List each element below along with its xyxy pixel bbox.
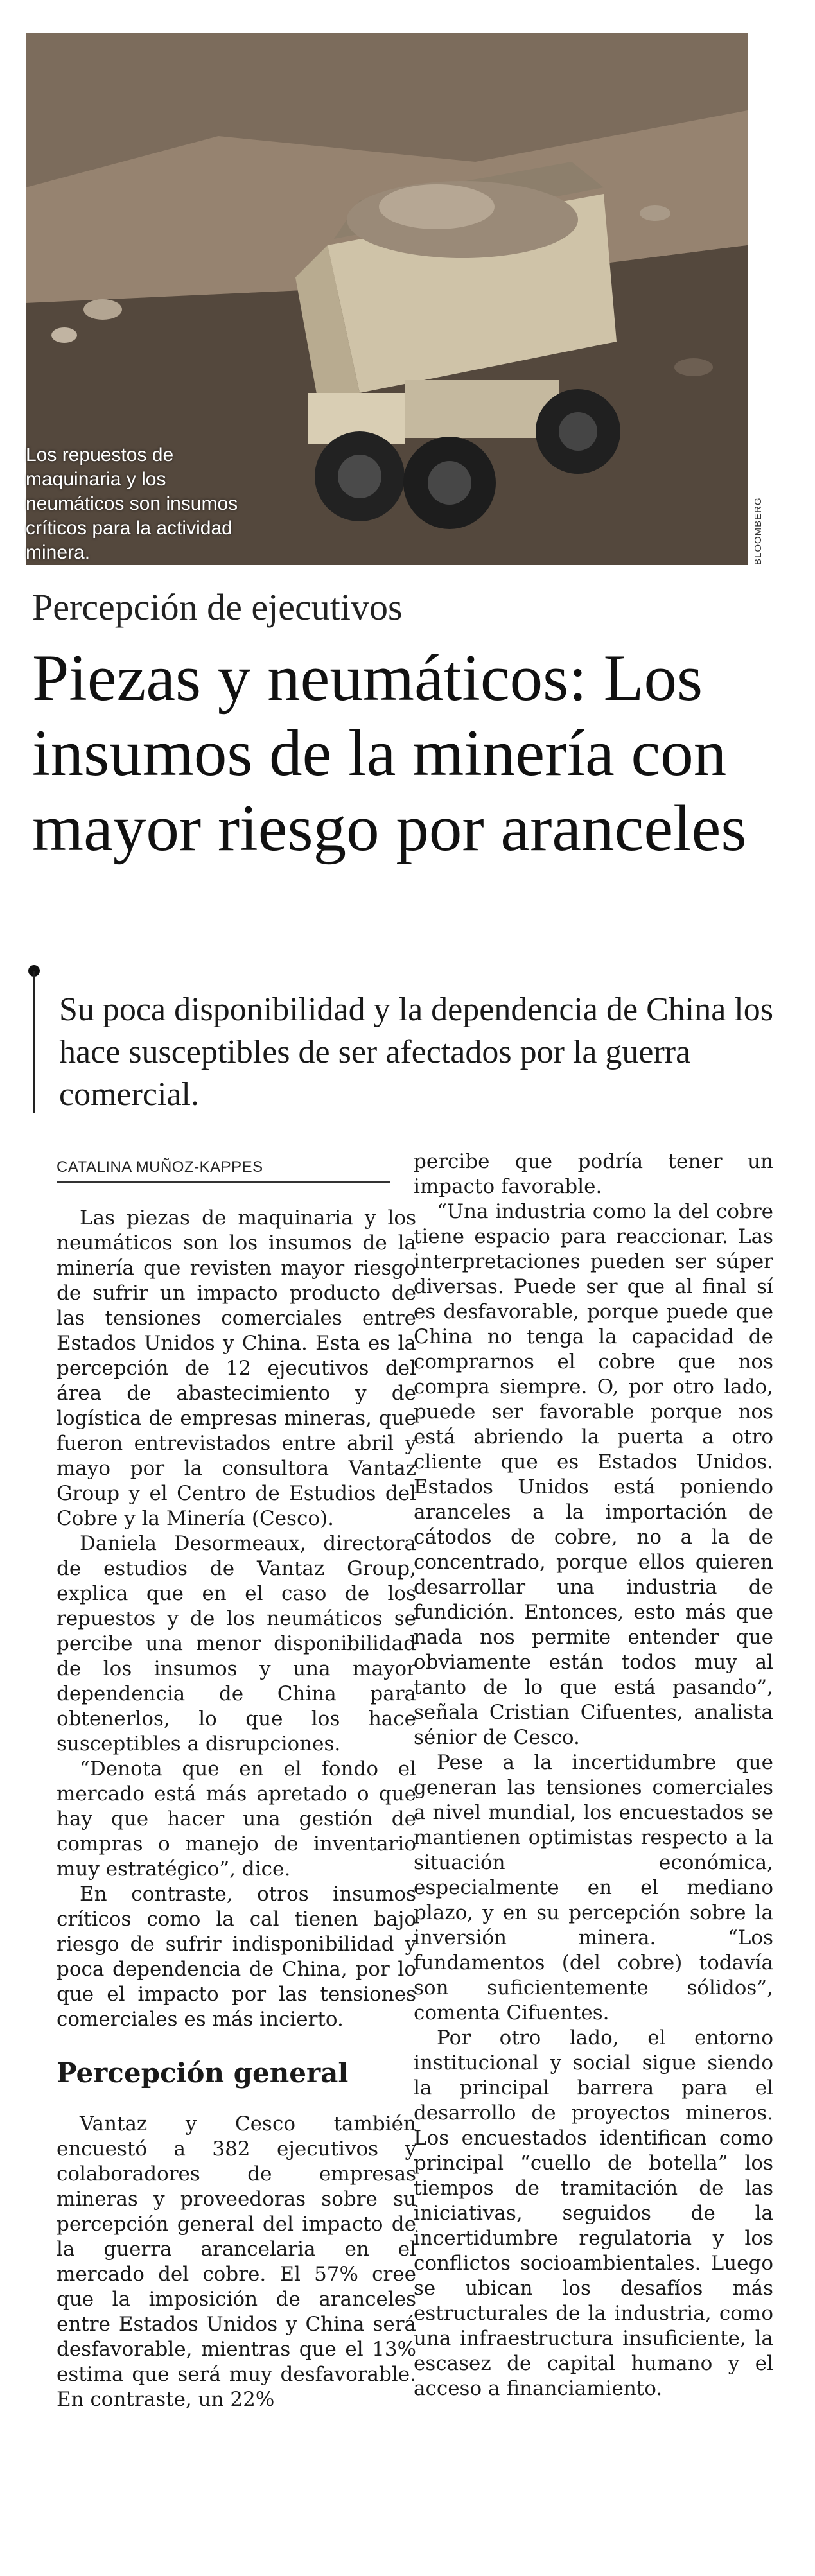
article-byline: CATALINA MUÑOZ-KAPPES [57, 1158, 390, 1183]
paragraph: “Denota que en el fondo el mercado está más apretado o que hay que hacer una gestión de compras o manejo de inventario muy estratégico”, dice. [57, 1757, 416, 1881]
paragraph-continuation: percibe que podría tener un impacto favorable. [414, 1150, 773, 1198]
article-kicker: Percepción de ejecutivos [32, 586, 403, 628]
article-deck: Su poca disponibilidad y la dependencia de China los hace susceptibles de ser afectados por la guerra comercial. [59, 991, 773, 1113]
photo-credit: BLOOMBERG [753, 497, 764, 565]
paragraph: “Una industria como la del cobre tiene espacio para reaccionar. Las interpretaciones pueden ser súper diversas. Puede ser que al final sí es desfavorable, porque puede que China no tenga la capacidad de comprarnos el cobre que nos compra siempre. O, por otro lado, puede ser favorable porque nos está abriendo la puerta a otro cliente que es Estados Unidos. Estados Unidos está poniendo aranceles a la importación de cátodos de cobre, no a la de concentrado, porque ellos quieren desarrollar una industria de fundición. Entonces, esto más que nada nos permite entender que obviamente están todos muy al tanto de lo que está pasando”, señala Cristian Cifuentes, analista sénior de Cesco. [414, 1200, 773, 1749]
paragraph: En contraste, otros insumos críticos como la cal tienen bajo riesgo de sufrir indisponibilidad y poca dependencia de China, por lo que el impacto por las tensiones comerciales es más incierto. [57, 1883, 416, 2031]
deck-rule [33, 971, 35, 1113]
paragraph: Vantaz y Cesco también encuestó a 382 ejecutivos y colaboradores de empresas mineras y proveedoras sobre su percepción general del impacto de la guerra arancelaria en el mercado del cobre. El 57% cree que la imposición de aranceles entre Estados Unidos y China será desfavorable, mientras que el 13% estima que será muy desfavorable. En contraste, un 22% [57, 2112, 416, 2411]
article-column-1 [57, 1206, 416, 2412]
paragraph: Daniela Desormeaux, directora de estudios de Vantaz Group, explica que en el caso de los repuestos y de los neumáticos se percibe una menor disponibilidad de los insumos y una mayor dependencia de China para obtenerlos, lo que los hace susceptibles a disrupciones. [57, 1532, 416, 1755]
paragraph: Por otro lado, el entorno institucional y social sigue siendo la principal barrera para el desarrollo de proyectos mineros. Los encuestados identifican como principal “cuello de botella” los tiempos de tramitación de las iniciativas, seguidos de la incertidumbre regulatoria y los conflictos socioambientales. Luego se ubican los desafíos más estructurales de la industria, como una infraestructura insuficiente, la escasez de capital humano y el acceso a financiamiento. [414, 2026, 773, 2400]
article-column-2 [414, 1149, 773, 2401]
paragraph: Las piezas de maquinaria y los neumáticos son los insumos de la minería que revisten mayor riesgo de sufrir un impacto producto de las tensiones comerciales entre Estados Unidos y China. Esta es la percepción de 12 ejecutivos del área de abastecimiento y de logística de empresas mineras, que fueron entrevistados entre abril y mayo por la consultora Vantaz Group y el Centro de Estudios del Cobre y la Minería (Cesco). [57, 1206, 416, 1530]
section-subhead: Percepción general [57, 2057, 349, 2089]
paragraph: Pese a la incertidumbre que generan las tensiones comerciales a nivel mundial, los encuestados se mantienen optimistas respecto a la situación económica, especialmente en el mediano plazo, y en su percepción sobre la inversión minera. “Los fundamentos (del cobre) todavía son suficientemente sólidos”, comenta Cifuentes. [414, 1751, 773, 2024]
article-headline: Piezas y neumáticos: Los insumos de la minería con mayor riesgo por aranceles [32, 641, 747, 865]
photo-caption: Los repuestos de maquinaria y los neumáticos son insumos críticos para la actividad minera. [26, 444, 238, 563]
